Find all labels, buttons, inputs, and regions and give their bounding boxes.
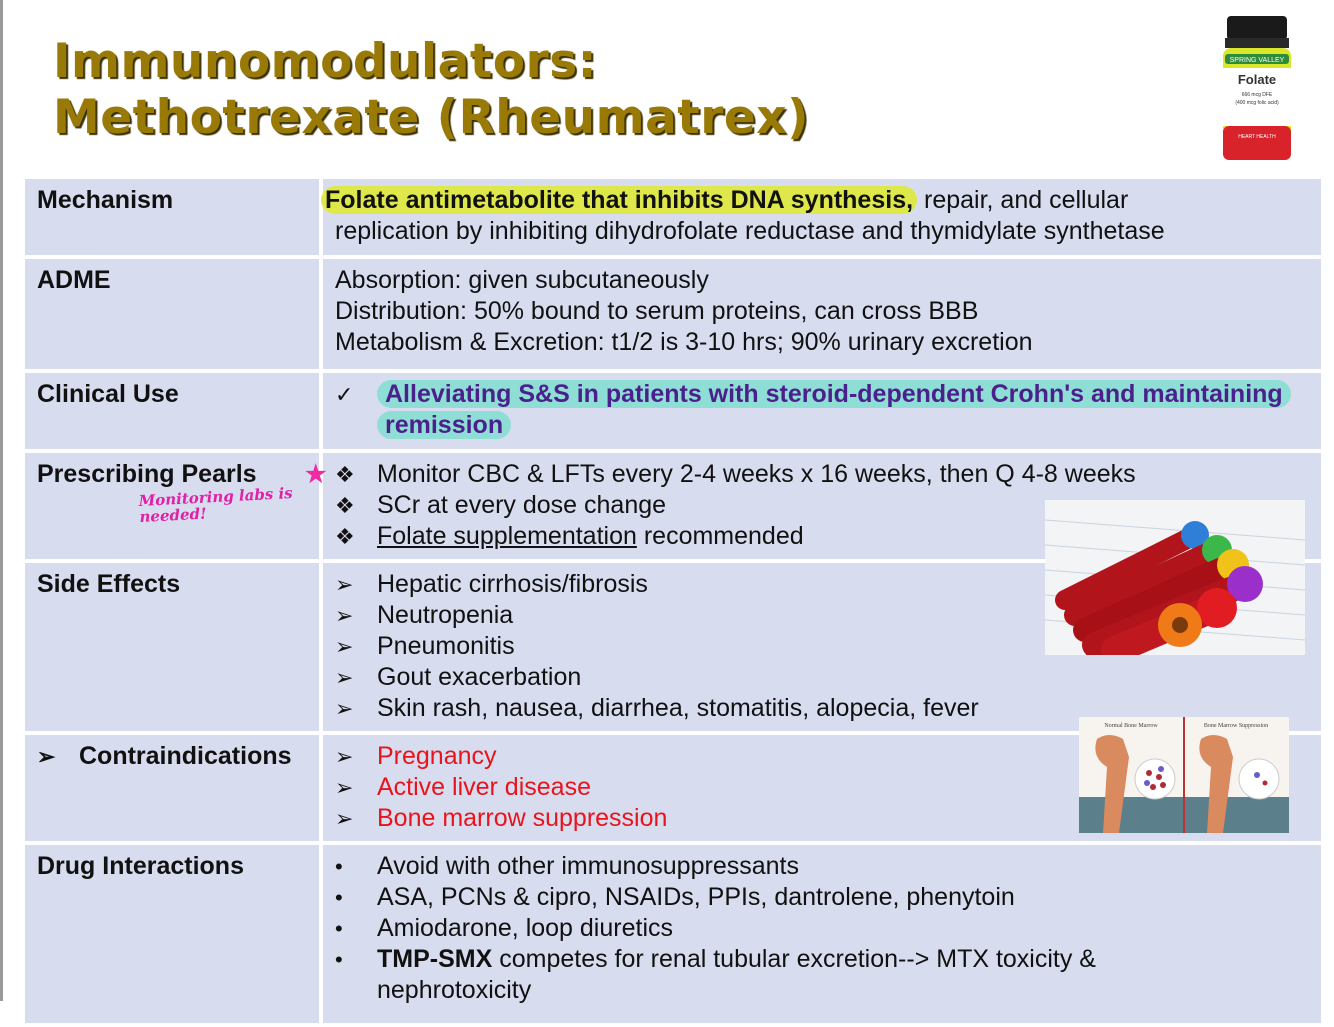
star-icon: ★ <box>305 461 327 488</box>
arrow-bullet-icon: ➢ <box>335 744 354 769</box>
adme-absorption: Absorption: given subcutaneously <box>335 266 709 294</box>
mechanism-content <box>321 177 1323 257</box>
arrow-bullet-icon: ➢ <box>335 603 354 628</box>
contraindications-label-cell <box>23 733 321 843</box>
row-drug-interactions <box>23 843 1323 1025</box>
diamond-bullet-icon: ❖ <box>335 524 355 549</box>
list-item <box>335 944 1311 1006</box>
list-item <box>37 741 309 772</box>
blood-tubes-image <box>1045 500 1305 655</box>
arrow-bullet-icon: ➢ <box>335 634 354 659</box>
bottle-tag: HEART HEALTH <box>1238 134 1276 140</box>
side-effect-item: Hepatic cirrhosis/fibrosis <box>377 570 648 598</box>
mechanism-text-2: replication by inhibiting dihydrofolate reductase and thymidylate synthetase <box>335 217 1165 245</box>
row-mechanism <box>23 177 1323 257</box>
pearl-item-2: SCr at every dose change <box>377 491 667 519</box>
contraindications-label: Contraindications <box>79 742 292 770</box>
side-effect-item: Skin rash, nausea, diarrhea, stomatitis, alopecia, fever <box>377 694 979 722</box>
arrow-bullet-icon: ➢ <box>335 696 354 721</box>
pearl-item-3-underlined: Folate supplementation <box>377 522 637 550</box>
side-effect-item: Pneumonitis <box>377 632 515 660</box>
arrow-bullet-icon: ➢ <box>335 806 354 831</box>
title-line-1: Immunomodulators: <box>53 34 598 89</box>
pearls-label-cell <box>23 451 327 561</box>
drug-interaction-item: Amiodarone, loop diuretics <box>377 914 673 942</box>
side-effect-item: Neutropenia <box>377 601 514 629</box>
drug-interaction-item: ASA, PCNs & cipro, NSAIDs, PPIs, dantrolene, phenytoin <box>377 883 1015 911</box>
slide-title <box>53 34 809 146</box>
arrow-bullet-icon: ➢ <box>335 572 354 597</box>
list-item <box>335 851 1311 882</box>
pearl-item-3-rest: recommended <box>636 522 804 550</box>
bottle-dose-1: 666 mcg DFE <box>1241 92 1273 98</box>
clinical-use-content <box>321 371 1323 451</box>
side-effect-item: Gout exacerbation <box>377 663 582 691</box>
marrow-label-normal: Normal Bone Marrow <box>1104 723 1158 729</box>
drug-interaction-item-4: competes for renal tubular excretion--> MTX toxicity & <box>492 945 1096 973</box>
bottle-name: Folate <box>1237 72 1277 87</box>
adme-distribution: Distribution: 50% bound to serum proteins, can cross BBB <box>335 297 979 325</box>
arrow-bullet-icon: ➢ <box>335 775 354 800</box>
contraindication-item: Active liver disease <box>377 773 591 801</box>
check-icon: ✓ <box>335 382 354 407</box>
dot-bullet-icon: • <box>335 947 343 972</box>
row-clinical-use <box>23 371 1323 451</box>
list-item <box>335 882 1311 913</box>
row-adme <box>23 257 1323 371</box>
handwritten-note <box>138 485 294 525</box>
mechanism-highlight: Folate antimetabolite that inhibits DNA synthesis, <box>321 186 917 214</box>
arrow-bullet-icon: ➢ <box>335 665 354 690</box>
drug-interaction-bold: TMP-SMX <box>377 945 493 973</box>
diamond-bullet-icon: ❖ <box>335 493 355 518</box>
drug-interactions-content <box>321 843 1323 1025</box>
list-item <box>335 662 1311 693</box>
list-item <box>335 913 1311 944</box>
note-line-2: needed! <box>139 504 208 527</box>
dot-bullet-icon: • <box>335 916 343 941</box>
bottle-brand: SPRING VALLEY <box>1229 57 1285 64</box>
pearls-label: Prescribing Pearls <box>37 460 257 488</box>
drug-interaction-item-4-cont: nephrotoxicity <box>377 976 532 1004</box>
contraindication-item: Bone marrow suppression <box>377 804 668 832</box>
adme-content <box>321 257 1323 371</box>
drug-interactions-label: Drug Interactions <box>23 843 321 1025</box>
clinical-use-label: Clinical Use <box>23 371 321 451</box>
clinical-use-item <box>335 379 1311 441</box>
title-line-2: Methotrexate (Rheumatrex) <box>53 90 810 145</box>
adme-label: ADME <box>23 257 321 371</box>
mechanism-label: Mechanism <box>23 177 321 257</box>
note-line-1: Monitoring labs is <box>138 483 294 511</box>
bottle-dose-2: (400 mcg folic acid) <box>1235 100 1279 106</box>
arrow-bullet-icon: ➢ <box>37 744 56 769</box>
folate-bottle-image <box>1221 16 1293 164</box>
dot-bullet-icon: • <box>335 885 343 910</box>
side-effects-label: Side Effects <box>23 561 321 733</box>
contraindication-item: Pregnancy <box>377 742 497 770</box>
diamond-bullet-icon: ❖ <box>335 462 355 487</box>
bone-marrow-image <box>1079 717 1289 833</box>
list-item <box>335 459 1311 490</box>
drug-interaction-item: Avoid with other immunosuppressants <box>377 852 799 880</box>
dot-bullet-icon: • <box>335 854 343 879</box>
clinical-use-highlight-1: Alleviating S&S in patients with steroid-dependent Crohn's and maintaining <box>377 380 1291 408</box>
mechanism-text-1: repair, and cellular <box>917 186 1129 214</box>
adme-metabolism: Metabolism & Excretion: t1/2 is 3-10 hrs; 90% urinary excretion <box>335 328 1033 356</box>
clinical-use-highlight-2: remission <box>377 411 511 439</box>
marrow-label-suppression: Bone Marrow Suppression <box>1203 723 1269 729</box>
pearl-item-1: Monitor CBC & LFTs every 2-4 weeks x 16 weeks, then Q 4-8 weeks <box>377 460 1136 488</box>
